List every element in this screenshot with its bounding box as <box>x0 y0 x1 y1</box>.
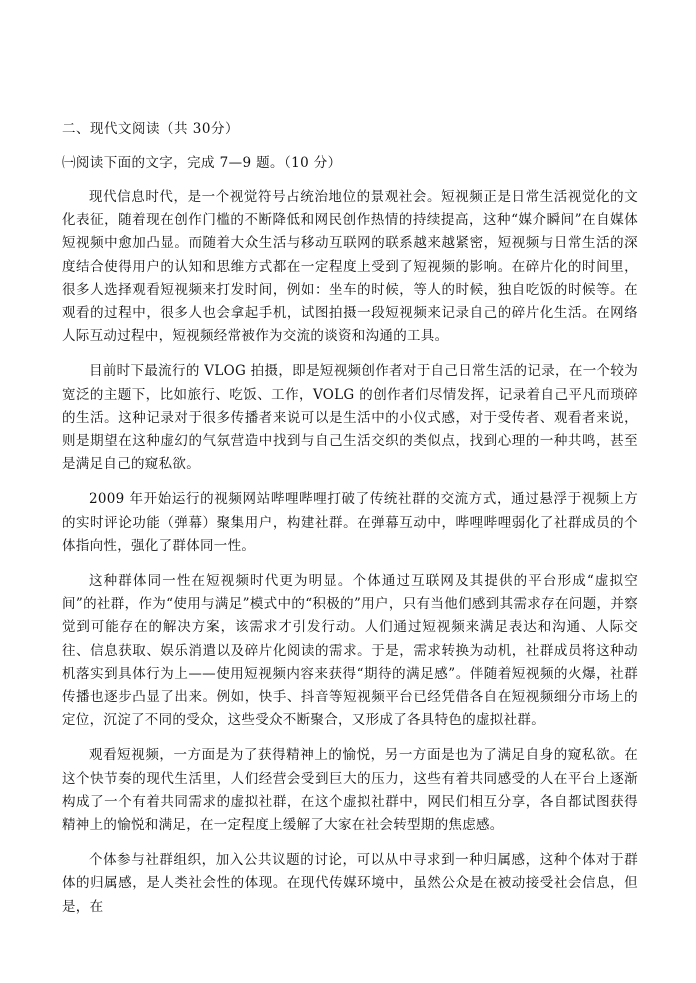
passage <box>62 186 638 919</box>
question-intro: ㈠阅读下面的文字，完成 7—9 题。（10 分） <box>62 155 342 171</box>
passage-paragraph-3: 2009 年开始运行的视频网站哔哩哔哩打破了传统社群的交流方式，通过悬浮于视频上方的实时评论功能（弹幕）聚集用户，构建社群。在弹幕互动中，哔哩哔哩弱化了社群成员的个体指向性，强化了群体同一性。 <box>62 491 638 554</box>
section-title: 二、现代文阅读（共 30分） <box>62 121 239 137</box>
passage-paragraph-2: 目前时下最流行的 VLOG 拍摄，即是短视频创作者对于自己日常生活的记录，在一个较为宽泛的主题下，比如旅行、吃饭、工作，VOLG 的创作者们尽情发挥，记录着自己平凡而琐碎的生活。这种记录对于很多传播者来说可以是生活中的小仪式感，对于受传者、观看者来说，则是期望在这种虚幻的气氛营造中找到与自己生活交织的类似点，找到心理的一种共鸣，甚至是满足自己的窥私欲。 <box>62 363 638 473</box>
passage-paragraph-4: 这种群体同一性在短视频时代更为明显。个体通过互联网及其提供的平台形成“虚拟空间”的社群，作为“使用与满足”模式中的“积极的”用户，只有当他们感到其需求存在问题，并察觉到可能存在的解决方案，该需求才引发行动。人们通过短视频来满足表达和沟通、人际交往、信息获取、娱乐消遣以及碎片化阅读的需求。于是，需求转换为动机，社群成员将这种动机落实到具体行为上——使用短视频内容来获得“期待的满足感”。伴随着短视频的火爆，社群传播也逐步凸显了出来。例如，快手、抖音等短视频平台已经凭借各自在短视频细分市场上的定位，沉淀了不同的受众，这些受众不断聚合，又形成了各具特色的虚拟社群。 <box>62 573 638 729</box>
passage-paragraph-1: 现代信息时代，是一个视觉符号占统治地位的景观社会。短视频正是日常生活视觉化的文化表征，随着现在创作门槛的不断降低和网民创作热情的持续提高，这种“媒介瞬间”在自媒体短视频中愈加凸显。而随着大众生活与移动互联网的联系越来越紧密，短视频与日常生活的深度结合使得用户的认知和思维方式都在一定程度上受到了短视频的影响。在碎片化的时间里，很多人选择观看短视频来打发时间，例如：坐车的时候，等人的时候，独自吃饭的时候等。在观看的过程中，很多人也会拿起手机，试图拍摄一段短视频来记录自己的碎片化生活。在网络人际互动过程中，短视频经常被作为交流的谈资和沟通的工具。 <box>62 189 638 345</box>
passage-paragraph-6: 个体参与社群组织，加入公共议题的讨论，可以从中寻求到一种归属感，这种个体对于群体的归属感，是人类社会性的体现。在现代传媒环境中，虽然公众是在被动接受社会信息，但是，在 <box>62 852 638 915</box>
passage-paragraph-5: 观看短视频，一方面是为了获得精神上的愉悦，另一方面是也为了满足自身的窥私欲。在这个快节奏的现代生活里，人们经营会受到巨大的压力，这些有着共同感受的人在平台上逐渐构成了一个有着共同需求的虚拟社群，在这个虚拟社群中，网民们相互分享，各自都试图获得精神上的愉悦和满足，在一定程度上缓解了大家在社会转型期的焦虑感。 <box>62 747 638 834</box>
